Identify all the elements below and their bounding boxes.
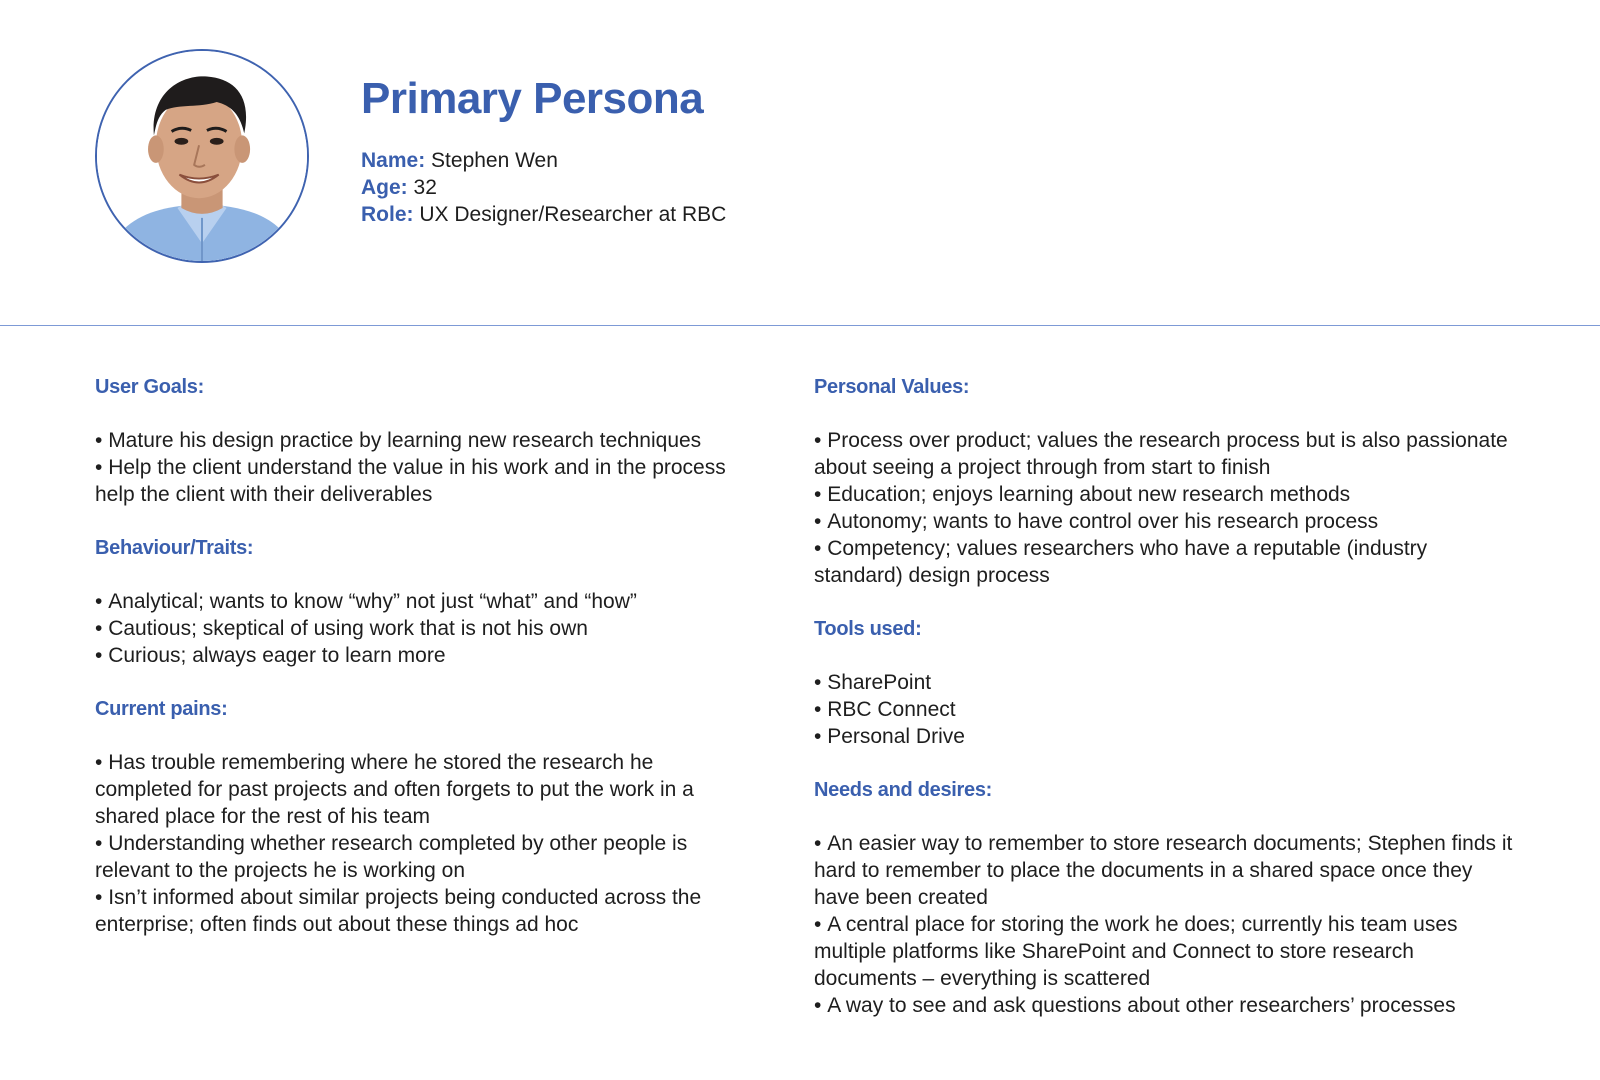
section-needs-desires <box>814 777 1514 1019</box>
section-tools-used <box>814 616 1514 750</box>
section-heading: Needs and desires: <box>814 779 993 801</box>
persona-age-row <box>361 174 726 201</box>
header-divider <box>0 325 1600 326</box>
section-heading: Tools used: <box>814 618 922 640</box>
list-item: • A way to see and ask questions about other researchers’ processes <box>814 992 1514 1019</box>
list-item: • Understanding whether research completed by other people is relevant to the projects he is working on <box>95 830 735 884</box>
left-column <box>95 374 735 965</box>
list-item: • Curious; always eager to learn more <box>95 642 735 669</box>
list-item: • Isn’t informed about similar projects being conducted across the enterprise; often finds out about these things ad hoc <box>95 884 735 938</box>
list-item: • Has trouble remembering where he stored the research he completed for past projects and often forgets to put the work in a shared place for the rest of his team <box>95 749 735 830</box>
list-item: • Autonomy; wants to have control over his research process <box>814 508 1514 535</box>
right-column <box>814 374 1514 1046</box>
list-item: • Cautious; skeptical of using work that is not his own <box>95 615 735 642</box>
persona-role-row <box>361 201 726 228</box>
role-label: Role: <box>361 203 414 226</box>
persona-portrait-illustration <box>97 51 307 261</box>
list-item: • RBC Connect <box>814 696 1514 723</box>
list-item: • Competency; values researchers who have a reputable (industry standard) design process <box>814 535 1514 589</box>
section-user-goals <box>95 374 735 508</box>
list-item: • Education; enjoys learning about new research methods <box>814 481 1514 508</box>
section-personal-values <box>814 374 1514 589</box>
section-heading: User Goals: <box>95 376 204 398</box>
list-item: • An easier way to remember to store research documents; Stephen finds it hard to remember to place the documents in a shared space once they have been created <box>814 830 1514 911</box>
list-item: • Help the client understand the value in his work and in the process help the client with their deliverables <box>95 454 735 508</box>
list-item: • SharePoint <box>814 669 1514 696</box>
section-current-pains <box>95 696 735 938</box>
section-heading: Current pains: <box>95 698 228 720</box>
bullet-list <box>814 669 1514 750</box>
list-item: • A central place for storing the work he does; currently his team uses multiple platforms like SharePoint and Connect to store research documents – everything is scattered <box>814 911 1514 992</box>
persona-photo <box>95 49 309 263</box>
age-label: Age: <box>361 176 408 199</box>
list-item: • Process over product; values the research process but is also passionate about seeing a project through from start to finish <box>814 427 1514 481</box>
list-item: • Personal Drive <box>814 723 1514 750</box>
name-label: Name: <box>361 149 426 172</box>
persona-name-row <box>361 147 726 174</box>
bullet-list <box>95 749 735 938</box>
name-value: Stephen Wen <box>431 149 558 172</box>
section-heading: Personal Values: <box>814 376 970 398</box>
role-value: UX Designer/Researcher at RBC <box>419 203 727 226</box>
bullet-list <box>814 830 1514 1019</box>
section-behaviour-traits <box>95 535 735 669</box>
persona-details <box>361 147 726 228</box>
page-title: Primary Persona <box>361 74 704 123</box>
section-heading: Behaviour/Traits: <box>95 537 254 559</box>
bullet-list <box>95 427 735 508</box>
bullet-list <box>814 427 1514 589</box>
list-item: • Analytical; wants to know “why” not just “what” and “how” <box>95 588 735 615</box>
list-item: • Mature his design practice by learning new research techniques <box>95 427 735 454</box>
bullet-list <box>95 588 735 669</box>
age-value: 32 <box>413 176 437 199</box>
